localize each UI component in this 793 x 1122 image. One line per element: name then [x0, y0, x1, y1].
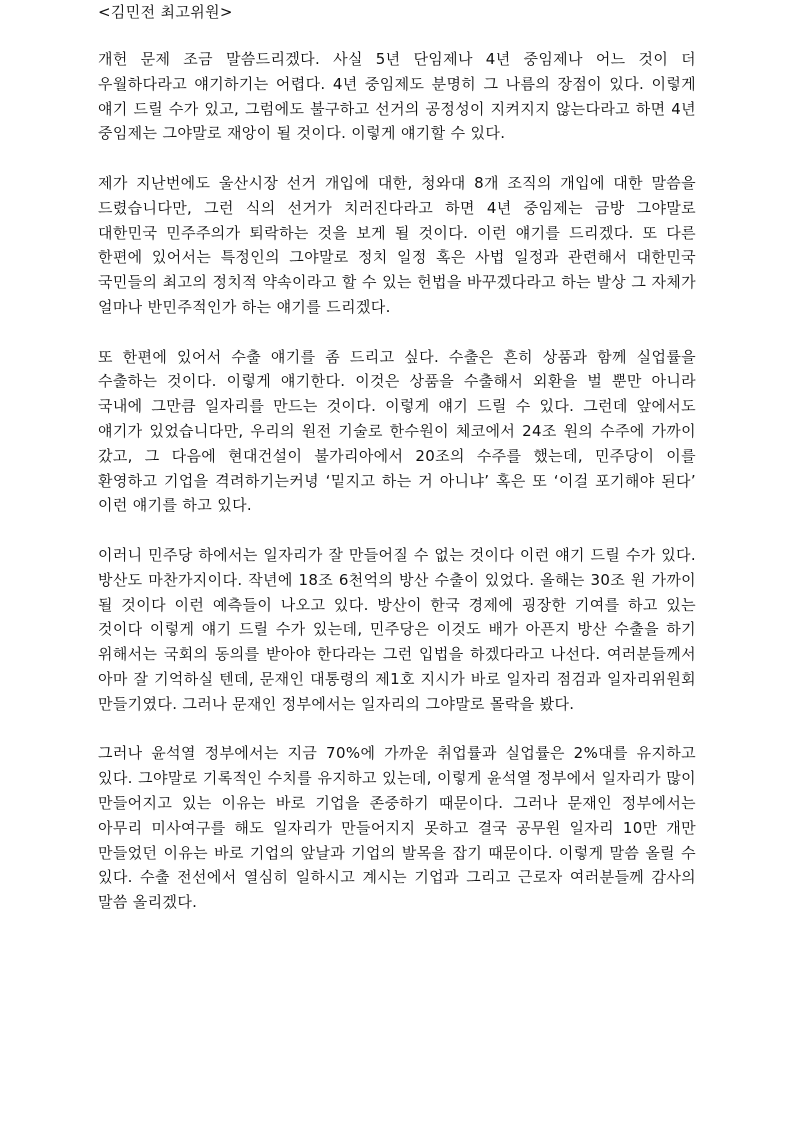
paragraph: 개헌 문제 조금 말씀드리겠다. 사실 5년 단임제나 4년 중임제나 어느 것이 더 우월하다라고 얘기하기는 어렵다. 4년 중임제도 분명히 그 나름의 장점이 있다. 이렇게 얘기 드릴 수가 있고, 그럼에도 불구하고 선거의 공정성이 지켜지지 않는다라고 하면 4년 중임제는 그야말로 재앙이 될 것이다. 이렇게 얘기할 수 있다. [98, 50, 696, 143]
paragraph: 제가 지난번에도 울산시장 선거 개입에 대한, 청와대 8개 조직의 개입에 대한 말씀을 드렸습니다만, 그런 식의 선거가 치러진다라고 하면 4년 중임제는 금방 그야말로 대한민국 민주주의가 퇴락하는 것을 보게 될 것이다. 이런 얘기를 드리겠다. 또 다른 한편에 있어서는 특정인의 그야말로 정치 일정 혹은 사법 일정과 관련해서 대한민국 국민들의 최고의 정치적 약속이라고 할 수 있는 헌법을 바꾸겠다라고 하는 발상 그 자체가 얼마나 반민주적인가 하는 얘기를 드리겠다. [98, 173, 696, 316]
document-page [98, 0, 696, 915]
paragraph: 이러니 민주당 하에서는 일자리가 잘 만들어질 수 없는 것이다 이런 얘기 드릴 수가 있다. 방산도 마찬가지이다. 작년에 18조 6천억의 방산 수출이 있었다. 올해는 30조 원 가까이 될 것이다 이런 예측들이 나오고 있다. 방산이 한국 경제에 굉장한 기여를 하고 있는 것이다 이렇게 얘기 드릴 수가 있는데, 민주당은 이것도 배가 아픈지 방산 수출을 하기 위해서는 국회의 동의를 받아야 한다라는 그런 입법을 하겠다라고 나선다. 여러분들께서 아마 잘 기억하실 텐데, 문재인 대통령의 제1호 지시가 바로 일자리 점검과 일자리위원회 만들기였다. 그러나 문재인 정부에서는 일자리의 그야말로 몰락을 봤다. [98, 545, 696, 713]
speaker-heading: <김민전 최고위원> [98, 3, 233, 21]
document-body [98, 47, 696, 915]
paragraph: 또 한편에 있어서 수출 얘기를 좀 드리고 싶다. 수출은 흔히 상품과 함께 실업률을 수출하는 것이다. 이렇게 얘기한다. 이것은 상품을 수출해서 외환을 벌 뿐만 아니라 국내에 그만큼 일자리를 만드는 것이다. 이렇게 얘기 드릴 수 있다. 그런데 앞에서도 얘기가 있었습니다만, 우리의 원전 기술로 한수원이 체코에서 24조 원의 수주에 가까이 갔고, 그 다음에 현대건설이 불가리아에서 20조의 수주를 했는데, 민주당이 이를 환영하고 기업을 격려하기는커녕 ‘밑지고 하는 거 아니냐’ 혹은 또 ‘이걸 포기해야 된다’ 이런 얘기를 하고 있다. [98, 347, 696, 515]
paragraph: 그러나 윤석열 정부에서는 지금 70%에 가까운 취업률과 실업률은 2%대를 유지하고 있다. 그야말로 기록적인 수치를 유지하고 있는데, 이렇게 윤석열 정부에서 일자리가 많이 만들어지고 있는 이유는 바로 기업을 존중하기 때문이다. 그러나 문재인 정부에서는 아무리 미사여구를 해도 일자리가 만들어지지 못하고 결국 공무원 일자리 10만 개만 만들었던 이유는 바로 기업의 앞날과 기업의 발목을 잡기 때문이다. 이렇게 말씀 올릴 수 있다. 수출 전선에서 열심히 일하시고 계시는 기업과 그리고 근로자 여러분들께 감사의 말씀 올리겠다. [98, 744, 696, 912]
